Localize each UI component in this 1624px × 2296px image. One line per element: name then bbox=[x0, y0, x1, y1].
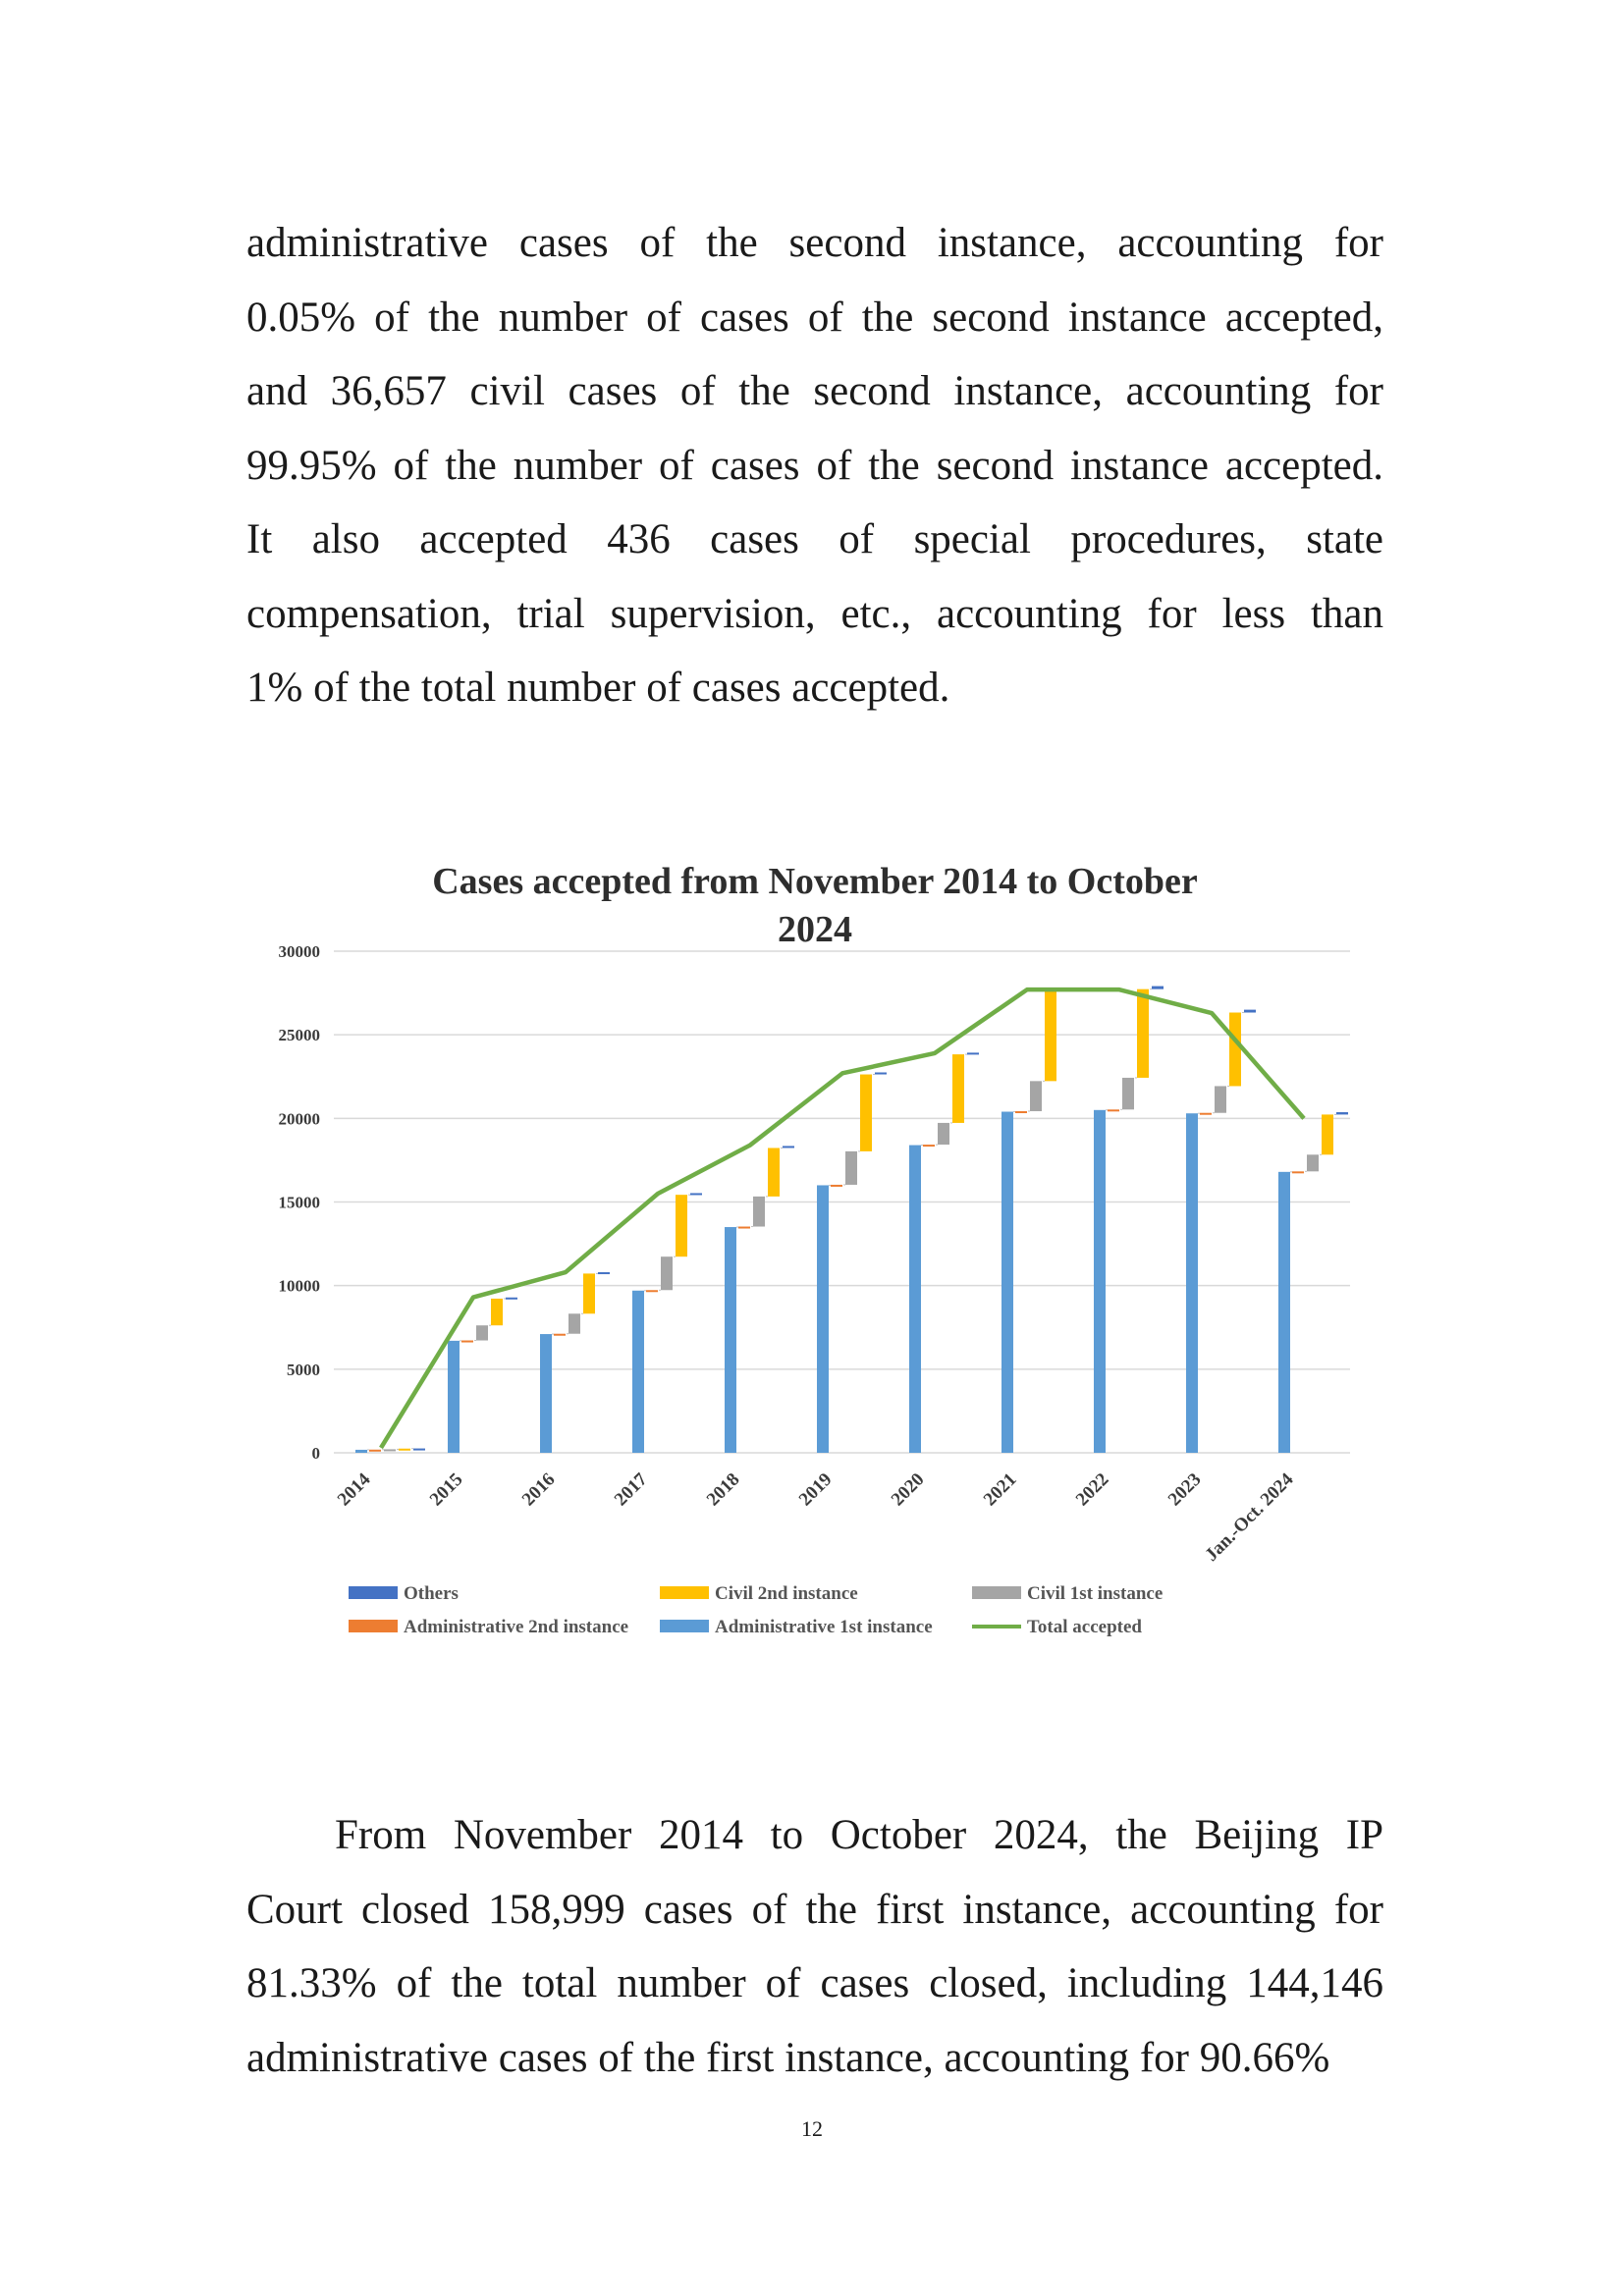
bar-civil-2nd-instance bbox=[860, 1075, 872, 1151]
bar-others bbox=[1059, 988, 1071, 991]
text-line: and 36,657 civil cases of the second instance, accounting for bbox=[246, 368, 1383, 414]
page-number: 12 bbox=[801, 2116, 823, 2141]
bar-administrative-1st bbox=[355, 1450, 367, 1453]
bar-administrative-2nd-instance bbox=[1200, 1113, 1212, 1115]
text-line: administrative cases of the second instance, accounting for bbox=[246, 220, 1383, 266]
legend-label: Administrative 1st instance bbox=[715, 1617, 933, 1637]
bar-civil-2nd-instance bbox=[1322, 1114, 1333, 1154]
bar-civil-1st-instance bbox=[938, 1123, 949, 1145]
bar-administrative-2nd-instance bbox=[738, 1227, 750, 1229]
x-tick-label: 2015 bbox=[425, 1468, 467, 1511]
bar-civil-1st-instance bbox=[1215, 1086, 1226, 1112]
legend-swatch bbox=[660, 1586, 709, 1599]
bar-civil-2nd-instance bbox=[676, 1195, 687, 1256]
bar-civil-1st-instance bbox=[1122, 1078, 1134, 1109]
bar-civil-2nd-instance bbox=[1229, 1013, 1241, 1087]
y-tick-label: 10000 bbox=[278, 1276, 320, 1296]
bar-civil-1st-instance bbox=[661, 1256, 673, 1290]
bar-civil-1st-instance bbox=[476, 1325, 488, 1340]
chart-title: 2024 bbox=[778, 909, 852, 950]
bar-administrative-1st bbox=[1001, 1112, 1013, 1453]
text-line: 99.95% of the number of cases of the second instance accepted. bbox=[246, 442, 1383, 489]
bar-administrative-1st bbox=[1094, 1110, 1106, 1453]
bar-administrative-2nd-instance bbox=[831, 1185, 842, 1187]
bar-civil-2nd-instance bbox=[1137, 989, 1149, 1078]
bar-civil-1st-instance bbox=[845, 1151, 857, 1185]
bar-administrative-1st bbox=[1186, 1113, 1198, 1453]
legend-swatch bbox=[349, 1620, 398, 1632]
x-tick-label: 2018 bbox=[702, 1468, 744, 1511]
bar-administrative-2nd-instance bbox=[1292, 1171, 1304, 1173]
text-line: 0.05% of the number of cases of the second instance accepted, bbox=[246, 294, 1383, 341]
x-tick-label: 2016 bbox=[517, 1468, 560, 1511]
bar-civil-1st-instance bbox=[384, 1449, 396, 1451]
legend-label: Others bbox=[404, 1583, 459, 1604]
x-tick-label: 2019 bbox=[794, 1468, 837, 1511]
bar-administrative-1st bbox=[540, 1334, 552, 1453]
bar-others bbox=[506, 1298, 517, 1300]
bar-civil-2nd-instance bbox=[1045, 990, 1056, 1081]
bar-civil-2nd-instance bbox=[583, 1273, 595, 1313]
bar-civil-1st-instance bbox=[1307, 1154, 1319, 1171]
bar-administrative-2nd-instance bbox=[923, 1145, 935, 1147]
bar-administrative-2nd-instance bbox=[646, 1290, 658, 1292]
bar-others bbox=[1336, 1112, 1348, 1114]
legend-label: Civil 1st instance bbox=[1027, 1583, 1164, 1604]
paragraph-bottom bbox=[246, 1798, 1383, 2095]
x-tick-label: 2023 bbox=[1164, 1468, 1206, 1511]
bar-civil-2nd-instance bbox=[952, 1054, 964, 1123]
bar-civil-1st-instance bbox=[568, 1313, 580, 1333]
text-line: 1% of the total number of cases accepted. bbox=[246, 665, 950, 711]
text-line: compensation, trial supervision, etc., accounting for less than bbox=[246, 590, 1383, 637]
chart-title: Cases accepted from November 2014 to October bbox=[432, 861, 1198, 902]
bar-others bbox=[690, 1193, 702, 1195]
bar-administrative-2nd-instance bbox=[1108, 1109, 1119, 1111]
y-tick-label: 20000 bbox=[278, 1109, 320, 1129]
bar-others bbox=[598, 1272, 610, 1274]
y-tick-label: 15000 bbox=[278, 1193, 320, 1212]
text-line: From November 2014 to October 2024, the Beijing IP bbox=[335, 1812, 1383, 1858]
bar-administrative-1st bbox=[725, 1227, 736, 1453]
y-tick-label: 25000 bbox=[278, 1026, 320, 1045]
line-total-accepted bbox=[381, 989, 1304, 1448]
bar-others bbox=[875, 1072, 887, 1074]
legend-label: Administrative 2nd instance bbox=[404, 1617, 629, 1637]
bar-civil-2nd-instance bbox=[399, 1449, 410, 1451]
bar-administrative-1st bbox=[817, 1185, 829, 1453]
text-line: administrative cases of the first instance, accounting for 90.66% bbox=[246, 2034, 1330, 2081]
bar-others bbox=[1152, 987, 1164, 989]
bar-administrative-2nd-instance bbox=[369, 1450, 381, 1452]
bar-civil-2nd-instance bbox=[768, 1148, 780, 1196]
text-line: 81.33% of the total number of cases closed, including 144,146 bbox=[246, 1960, 1383, 2006]
legend-label: Total accepted bbox=[1027, 1617, 1142, 1637]
bar-others bbox=[413, 1449, 425, 1451]
bar-administrative-1st bbox=[1278, 1172, 1290, 1453]
y-tick-label: 30000 bbox=[278, 942, 320, 961]
bar-others bbox=[1244, 1010, 1256, 1013]
y-tick-label: 5000 bbox=[287, 1360, 320, 1379]
legend-swatch bbox=[660, 1620, 709, 1632]
bar-administrative-1st bbox=[632, 1291, 644, 1453]
legend-label: Civil 2nd instance bbox=[715, 1583, 858, 1604]
bar-administrative-1st bbox=[909, 1146, 921, 1453]
legend-swatch bbox=[349, 1586, 398, 1599]
bar-administrative-2nd-instance bbox=[461, 1341, 473, 1343]
paragraph-top bbox=[246, 206, 1383, 725]
legend-swatch bbox=[972, 1586, 1021, 1599]
bar-civil-2nd-instance bbox=[491, 1299, 503, 1325]
x-tick-label: Jan.-Oct. 2024 bbox=[1201, 1468, 1298, 1566]
text-line: It also accepted 436 cases of special procedures, state bbox=[246, 516, 1383, 562]
x-tick-label: 2020 bbox=[887, 1468, 929, 1511]
y-tick-label: 0 bbox=[311, 1444, 320, 1463]
bar-others bbox=[783, 1146, 794, 1148]
bar-civil-1st-instance bbox=[753, 1197, 765, 1227]
bar-administrative-2nd-instance bbox=[1015, 1111, 1027, 1113]
text-line: Court closed 158,999 cases of the first instance, accounting for bbox=[246, 1886, 1383, 1933]
x-tick-label: 2014 bbox=[333, 1468, 375, 1511]
bar-administrative-1st bbox=[448, 1341, 460, 1453]
x-tick-label: 2021 bbox=[979, 1468, 1021, 1511]
bar-others bbox=[967, 1052, 979, 1054]
x-tick-label: 2022 bbox=[1071, 1468, 1113, 1511]
bar-administrative-2nd-instance bbox=[554, 1334, 566, 1336]
bar-civil-1st-instance bbox=[1030, 1081, 1042, 1111]
x-tick-label: 2017 bbox=[610, 1468, 652, 1511]
